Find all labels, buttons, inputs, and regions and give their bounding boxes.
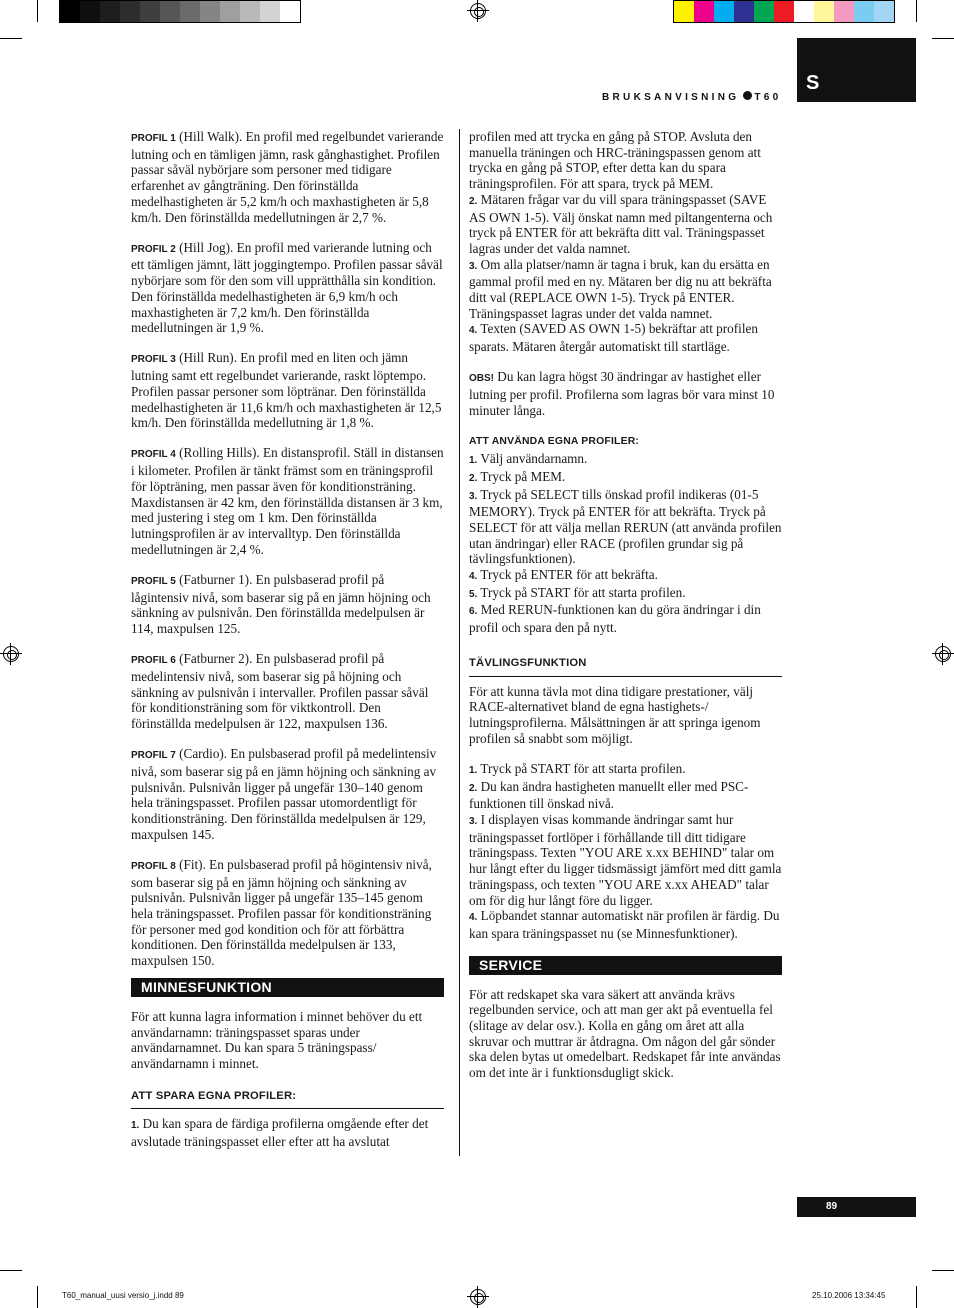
color-swatch <box>874 1 894 22</box>
crop-mark <box>932 38 954 39</box>
step-number: 5. <box>469 588 478 600</box>
crop-mark <box>37 0 38 22</box>
color-swatch <box>240 1 260 22</box>
crop-mark <box>37 1286 38 1308</box>
color-swatch <box>754 1 774 22</box>
step-text: Mätaren frågar var du vill spara träningspasset (SAVE AS OWN 1-5). Välj önskat namn med piltangenterna och tryck på ENTER för att bekräfta ditt val. Träningspasset lagras under det valda namnet. <box>469 191 773 256</box>
bullet-dot-icon <box>743 91 752 100</box>
color-swatch <box>140 1 160 22</box>
color-swatch <box>220 1 240 22</box>
step-item <box>469 469 782 487</box>
registration-mark-icon <box>470 3 486 19</box>
step-text: Tryck på SELECT tills önskad profil indikeras (01-5 MEMORY). Tryck på ENTER för att bekräfta. Tryck på SELECT för att välja mellan RERUN (att använda profilen utan ändringar) eller RACE (profilen grundar sig på tävlingsfunktionen). <box>469 486 782 567</box>
profile-text: (Rolling Hills). En distansprofil. Ställ in distansen i kilometer. Profilen är tänkt främst som en träningsprofil för löpträning, men passar även för konditionsträning. Maxdistansen är 42 km, den förinställda distansen är 3 km, med justering i steg om 1 km. Den förinställda lutningsprofilen är av intervalltyp. Den förinställda medellutningen är 2,4 %. <box>131 445 444 557</box>
left-column <box>131 129 444 1150</box>
step-text: Tryck på MEM. <box>477 468 566 484</box>
file-slug: T60_manual_uusi versio_j.indd 89 <box>62 1291 184 1300</box>
profile-label: PROFIL 4 <box>131 449 176 461</box>
right-column <box>469 129 782 1095</box>
step-text: Du kan spara de färdiga profilerna omgående efter det avslutade träningspasset eller efter att ha avslutat <box>131 1116 429 1150</box>
profile-text: (Hill Run). En profil med en liten och jämn lutning samt ett regelbundet varierande, raskt löptempo. Profilen passar personer som löptränar. Den förinställda medelhastigheten är 11,6 km/h och maxhastigheten är 12,5 km/h. Den förinställda medellutning är 1,8 %. <box>131 350 442 431</box>
section-heading-memory: MINNESFUNKTION <box>131 978 444 997</box>
color-swatch <box>834 1 854 22</box>
profile-text: (Hill Walk). En profil med regelbundet varierande lutning och en tämligen jämn, rask gånghastighet. Profilen passar såväl nybörjare som personer med tidigare erfarenhet av gångträning. Den förinställda medelhastigheten är 5,2 km/h och maxhastigheten är 5,8 km/h. Den förinställda medellutningen är 2,7 %. <box>131 129 444 225</box>
step-text: Om alla platser/namn är tagna i bruk, kan du ersätta en gammal profil med en ny. Mätaren ber dig nu att bekräfta ditt val (REPLACE OWN 1-5). Tryck på ENTER. Träningspasset lagras under det valda namnet. <box>469 256 772 321</box>
profile-text: (Cardio). En pulsbaserad profil på medelintensiv nivå, som baserar sig på en jämn höjning och sänkning av pulsnivån. Pulsnivån ligger på ungefär 130–140 genom hela träningspasset. Profilen passar utomordentligt för konditionsträning. Den förinställda medelpulsen är 129, maxpulsen 145. <box>131 746 437 842</box>
profile-text: (Fatburner 1). En pulsbaserad profil på lågintensiv nivå, som baserar sig på en jämn höjning och sänkning av pulsnivån. Den förinställda medelpulsen är 114, maxpulsen 125. <box>131 571 431 636</box>
race-intro: För att kunna tävla mot dina tidigare prestationer, välj RACE-alternativet bland de egna hastighets-/ lutningsprofilerna. Målsättningen är att springa igenom profilen så snabbt som möjligt. <box>469 683 761 746</box>
running-header <box>602 91 781 103</box>
running-title: BRUKSANVISNING <box>602 92 740 103</box>
profile-paragraph <box>131 240 444 336</box>
language-tab-label: S <box>806 72 820 94</box>
step-text: Tryck på ENTER för att bekräfta. <box>477 567 658 583</box>
profile-paragraph <box>131 857 444 969</box>
profile-label: PROFIL 5 <box>131 575 176 587</box>
step-text: Du kan ändra hastigheten manuellt eller med PSC-funktionen till önskad nivå. <box>469 778 749 812</box>
color-swatch <box>80 1 100 22</box>
registration-mark-icon <box>470 1289 486 1305</box>
step-number: 1. <box>131 1120 140 1132</box>
subheading-race: TÄVLINGSFUNKTION <box>469 656 782 677</box>
crop-mark <box>0 1270 22 1271</box>
registration-mark-icon <box>935 646 951 662</box>
step-number: 2. <box>469 782 478 794</box>
crop-mark <box>0 38 22 39</box>
color-swatch <box>794 1 814 22</box>
profile-paragraph <box>131 350 444 431</box>
step-item <box>469 451 782 469</box>
color-swatch <box>120 1 140 22</box>
step-number: 2. <box>469 472 478 484</box>
obs-label: OBS! <box>469 373 494 385</box>
color-swatch <box>100 1 120 22</box>
color-swatch <box>714 1 734 22</box>
profile-label: PROFIL 6 <box>131 655 176 667</box>
use-steps-list <box>469 451 782 636</box>
page-number: 89 <box>797 1197 916 1217</box>
step-number: 4. <box>469 912 478 924</box>
step-text: Med RERUN-funktionen kan du göra ändringar i din profil och spara den på nytt. <box>469 602 761 636</box>
profile-paragraph <box>131 746 444 842</box>
profile-label: PROFIL 3 <box>131 354 176 366</box>
step-number: 2. <box>469 195 478 207</box>
step-text: Tryck på START för att starta profilen. <box>477 584 686 600</box>
subheading-use-profiles: ATT ANVÄNDA EGNA PROFILER: <box>469 436 640 448</box>
step-text: Tryck på START för att starta profilen. <box>477 760 686 776</box>
step-text: Löpbandet stannar automatiskt när profilen är färdig. Du kan spara träningspasset nu (se Minnesfunktioner). <box>469 908 780 941</box>
step-item <box>469 192 782 257</box>
color-swatch <box>200 1 220 22</box>
step-item <box>469 257 782 322</box>
language-tab <box>797 38 916 102</box>
profile-paragraph <box>131 572 444 637</box>
step-item <box>469 908 782 941</box>
color-swatch <box>280 1 300 22</box>
obs-note <box>469 369 782 418</box>
model-name: T60 <box>754 92 782 103</box>
service-text: För att redskapet ska vara säkert att använda krävs regelbunden service, och att man ger akt på eventuella fel (slitage av delar osv.). Kolla en gång om året att alla skruvar och muttrar är åtdragna. Om någon del går sönder ska delen bytas ut omedelbart. Redskapet får inte användas om det inte är i funktionsdugligt skick. <box>469 986 781 1081</box>
step-item <box>469 567 782 585</box>
step-text: Texten (SAVED AS OWN 1-5) bekräftar att profilen sparats. Mätaren återgår automatiskt till startläge. <box>469 321 758 355</box>
step-number: 3. <box>469 490 478 502</box>
gray-color-bar <box>59 0 301 23</box>
profile-paragraph <box>131 445 444 557</box>
color-swatch <box>854 1 874 22</box>
profile-label: PROFIL 1 <box>131 133 176 144</box>
color-swatch <box>160 1 180 22</box>
step-item <box>469 487 782 568</box>
step-number: 3. <box>469 816 478 828</box>
step-number: 1. <box>469 764 478 776</box>
step-item <box>469 321 782 354</box>
registration-mark-icon <box>3 646 19 662</box>
race-steps-list <box>469 761 782 942</box>
obs-text: Du kan lagra högst 30 ändringar av hastighet eller lutning per profil. Profilerna som lagras bör vara minst 10 minuter långa. <box>469 369 775 418</box>
color-swatch <box>674 1 694 22</box>
profile-label: PROFIL 2 <box>131 243 176 255</box>
step-number: 4. <box>469 325 478 337</box>
step-item <box>469 779 782 812</box>
crop-mark <box>916 0 917 22</box>
save-step <box>131 1116 444 1149</box>
step-number: 6. <box>469 606 478 618</box>
color-swatch <box>60 1 80 22</box>
color-swatch <box>260 1 280 22</box>
process-color-bar <box>673 0 895 23</box>
crop-mark <box>932 1270 954 1271</box>
date-slug: 25.10.2006 13:34:45 <box>812 1291 886 1300</box>
step-item <box>469 812 782 908</box>
profile-text: (Fit). En pulsbaserad profil på högintensiv nivå, som baserar sig på en jämn höjning och sänkning av pulsnivån. Pulsnivån ligger på ungefär 135–145 genom hela träningspasset. Profilen passar för konditionsträning för personer med god kondition och för att förbättra konditionen. Den förinställda medelpulsen är 133, maxpulsen 150. <box>131 856 432 969</box>
step-number: 3. <box>469 260 478 272</box>
subheading-save-profiles: ATT SPARA EGNA PROFILER: <box>131 1089 444 1110</box>
color-swatch <box>694 1 714 22</box>
save-continued: profilen med att trycka en gång på STOP. Avsluta den manuella träningen och HRC-träningspassen genom att trycka en gång på STOP, efter detta kan du spara träningsprofilen. För att spara, tryck på MEM. <box>469 129 761 192</box>
section-heading-service: SERVICE <box>469 956 782 975</box>
memory-intro: För att kunna lagra information i minnet behöver du ett användarnamn: träningspasset sparas under användarnamnet. Du kan spara 5 träningspass/ användarnamn i minnet. <box>131 1008 423 1071</box>
step-number: 4. <box>469 571 478 583</box>
profile-text: (Hill Jog). En profil med varierande lutning och ett tämligen jämnt, lätt joggingtempo. Profilen passar såväl nybörjare som för den som vill upprätthålla sin kondition. Den förinställda medelhastigheten är 6,9 km/h och maxhastigheten är 7,2 km/h. Den förinställda medellutningen är 1,9 %. <box>131 239 443 336</box>
color-swatch <box>734 1 754 22</box>
step-item <box>469 761 782 779</box>
profile-label: PROFIL 8 <box>131 860 176 872</box>
color-swatch <box>774 1 794 22</box>
save-steps-list <box>469 192 782 355</box>
step-item <box>469 602 782 635</box>
profile-paragraph <box>131 651 444 732</box>
profile-paragraph <box>131 129 444 225</box>
step-number: 1. <box>469 455 478 467</box>
profile-label: PROFIL 7 <box>131 750 176 762</box>
step-text: I displayen visas kommande ändringar samt hur träningspasset fortlöper i förhållande till ditt tidigare träningspass. Texten "YOU ARE x.xx BEHIND" talar om hur långt efter du ligger tidsmässigt jämfört med ditt gamla träningspass, och texten "YOU ARE x.xx AHEAD" talar om för dig hur långt före du ligger. <box>469 812 782 908</box>
crop-mark <box>916 1286 917 1308</box>
profile-list <box>131 129 444 969</box>
profile-text: (Fatburner 2). En pulsbaserad profil på medelintensiv nivå, som baserar sig på höjning och sänkning av pulsnivån i intervaller. Profilen passar såväl för konditionsträning som för viktkontroll. Den förinställda medelpulsen är 122, maxpulsen 136. <box>131 651 429 731</box>
step-text: Välj användarnamn. <box>477 451 588 467</box>
step-item <box>469 585 782 603</box>
color-swatch <box>180 1 200 22</box>
column-divider <box>459 129 460 1156</box>
color-swatch <box>814 1 834 22</box>
